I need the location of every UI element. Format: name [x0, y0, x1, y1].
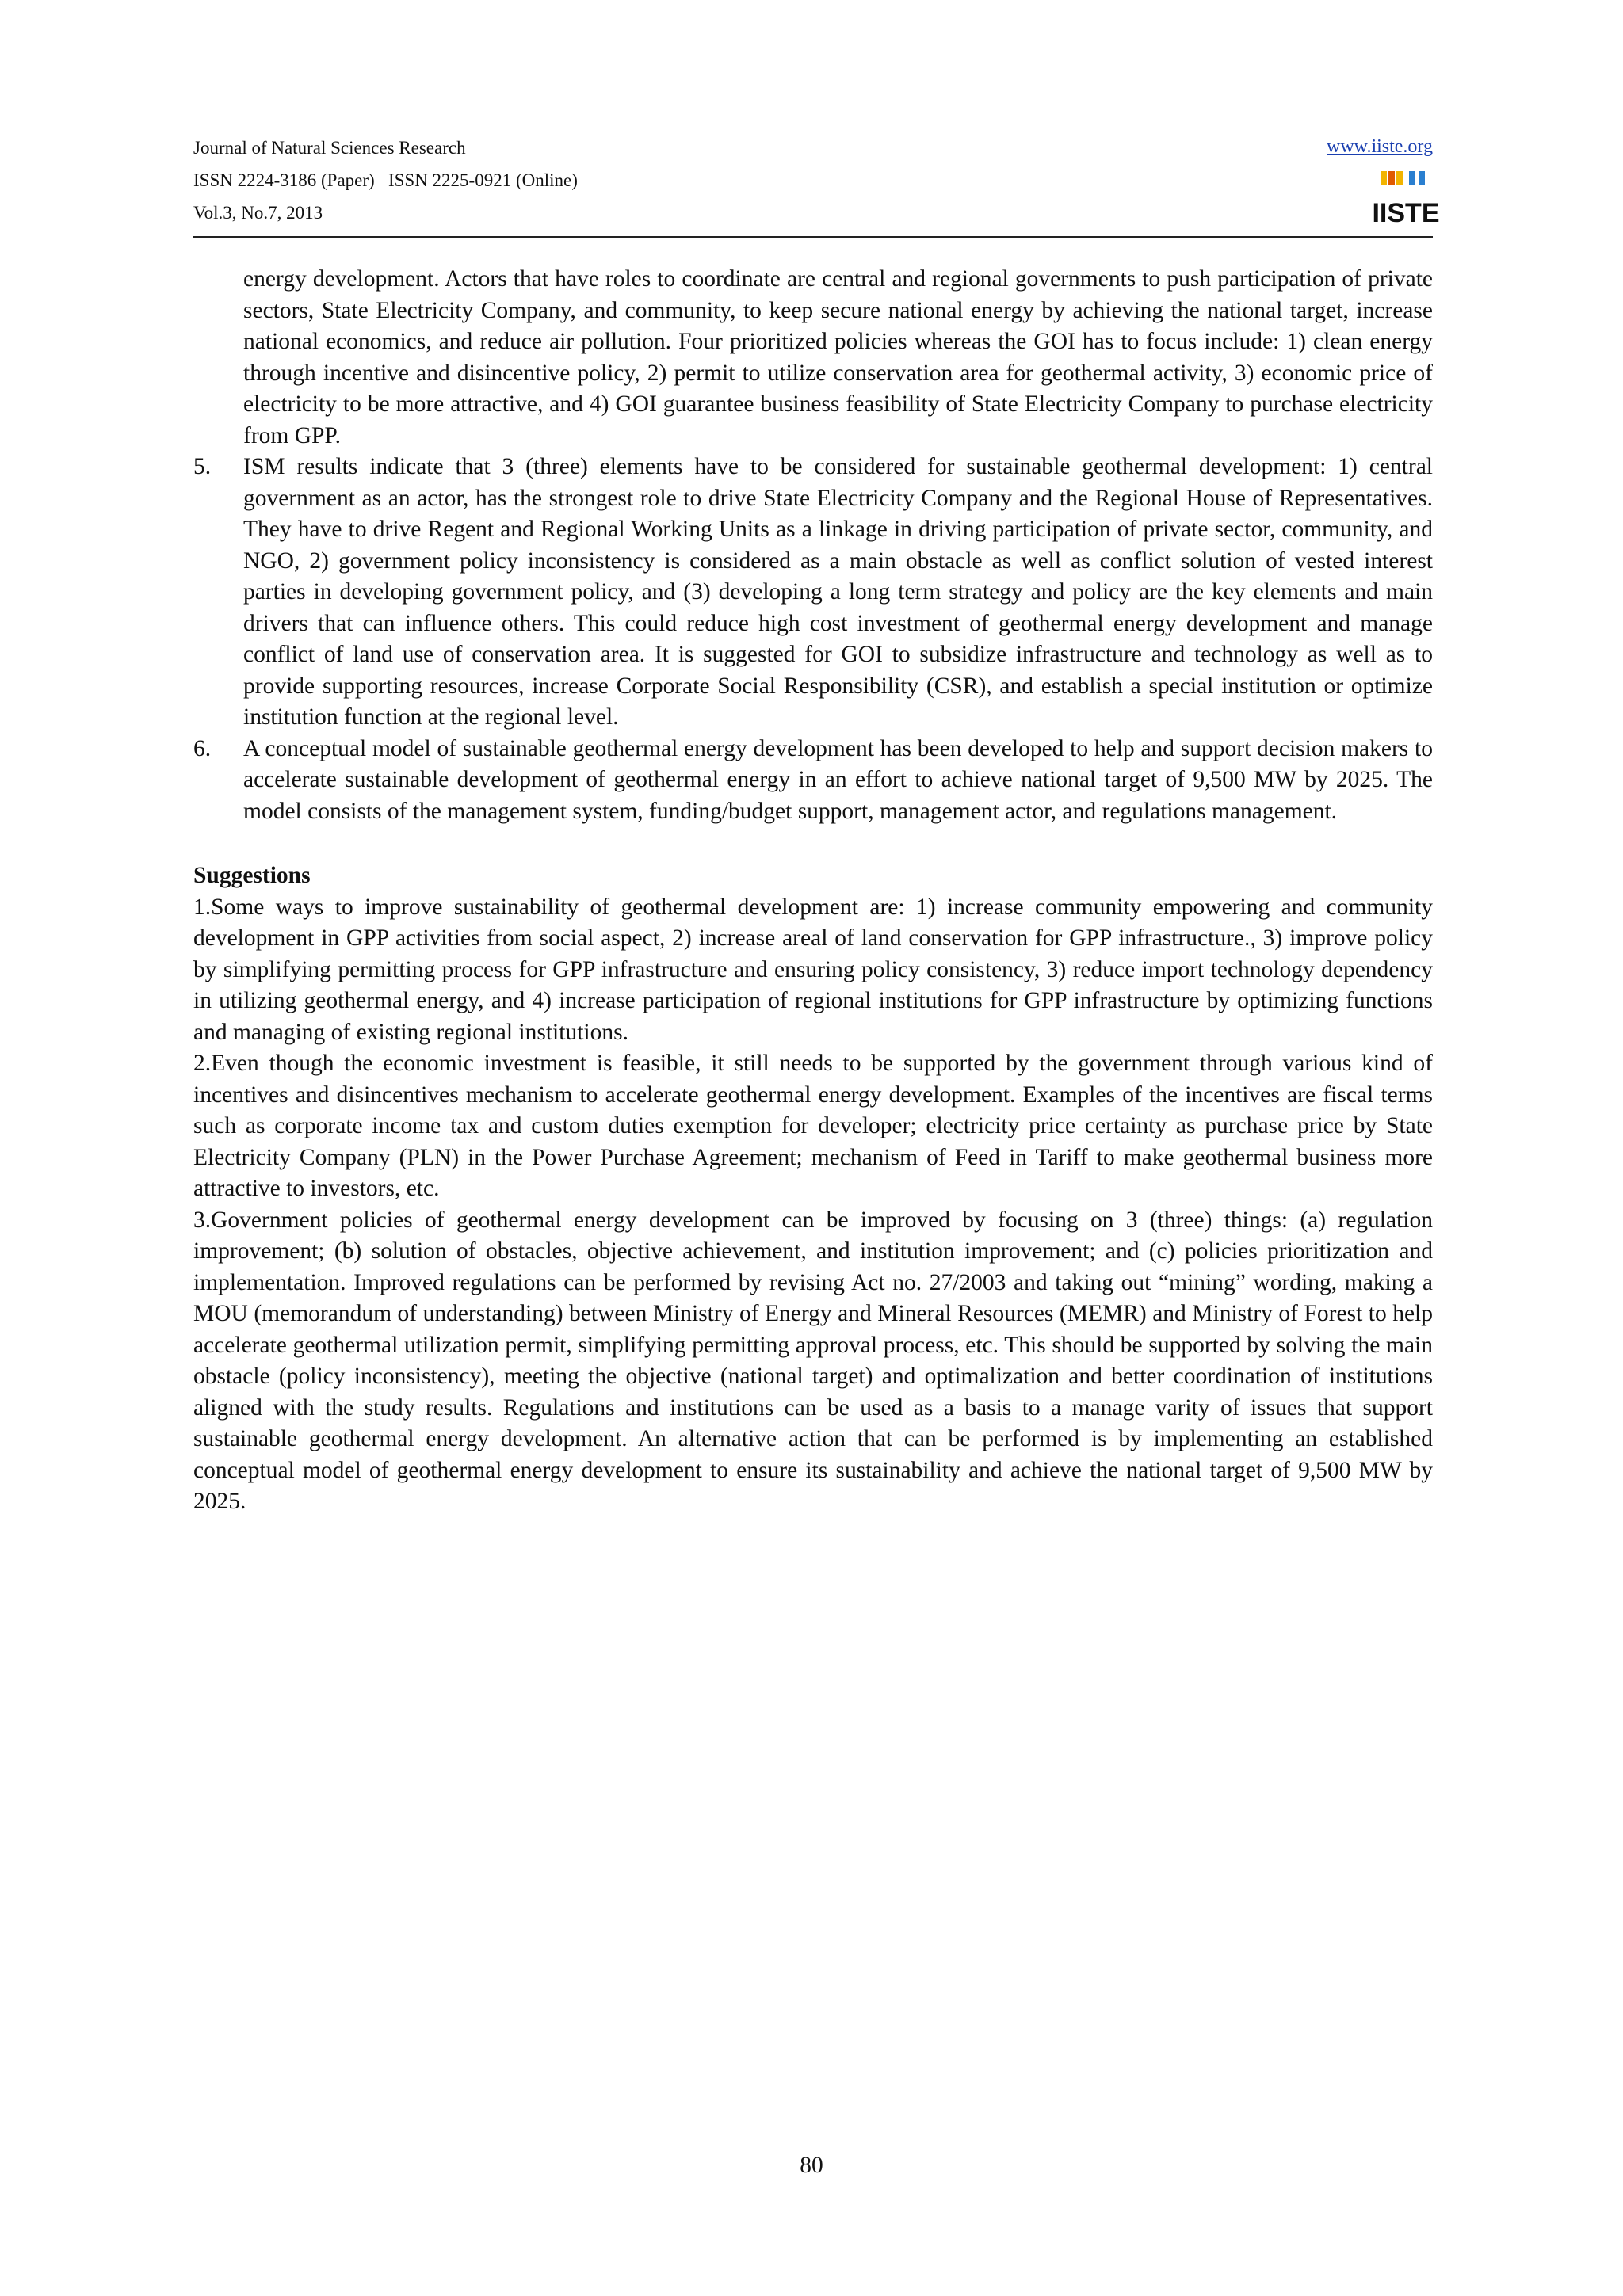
list-item — [193, 734, 1433, 828]
list-item-number: 5. — [193, 454, 212, 479]
page-number: 80 — [800, 2153, 823, 2178]
list-item — [193, 452, 1433, 734]
section-spacer — [193, 827, 1433, 860]
journal-url-link[interactable]: www.iiste.org — [1327, 136, 1433, 157]
list-item-text: ISM results indicate that 3 (three) elements have to be considered for sustainable geothermal development: 1) central government as an actor, has the strongest role to drive State Electricity Company and the Regional House of Representatives. They have to drive Regent and Regional Working Units as a linkage in driving participation of private sector, community, and NGO, 2) government policy inconsistency is considered as a main obstacle as well as conflict solution of vested interest parties in developing government policy, and (3) developing a long term strategy and policy are the key elements and main drivers that can influence others. This could reduce high cost investment of geothermal energy development and manage conflict of land use of conservation area. It is suggested for GOI to subsidize infrastructure and technology as well as to provide supporting resources, increase Corporate Social Responsibility (CSR), and establish a special institution or optimize institution function at the regional level. — [243, 454, 1433, 730]
volume-line: Vol.3, No.7, 2013 — [193, 203, 323, 223]
header-rule — [193, 236, 1433, 238]
list-item-text: A conceptual model of sustainable geothermal energy development has been developed to help and support decision makers to accelerate sustainable development of geothermal energy in an effort to achieve national target of 9,500 MW by 2025. The model consists of the management system, funding/budget support, management actor, and regulations management. — [243, 735, 1433, 824]
journal-title: Journal of Natural Sciences Research — [193, 138, 466, 158]
page-header — [193, 133, 1440, 238]
suggestion-paragraph: 2.Even though the economic investment is feasible, it still needs to be supported by the government through various kind of incentives and disincentives mechanism to accelerate geothermal energy development. Examples of the incentives are fiscal terms such as corporate income tax and custom duties exemption for developer; electricity price certainty as purchase price by State Electricity Company (PLN) in the Power Purchase Agreement; mechanism of Feed in Tariff to make geothermal business more attractive to investors, etc. — [193, 1051, 1433, 1201]
iiste-logo — [1372, 170, 1440, 228]
list-item-number: 6. — [193, 735, 212, 761]
issn-line: ISSN 2224-3186 (Paper) ISSN 2225-0921 (Online) — [193, 170, 578, 190]
suggestion-paragraph: 1.Some ways to improve sustainability of geothermal development are: 1) increase community empowering and community development in GPP activities from social aspect, 2) increase areal of land conservation for GPP infrastructure., 3) improve policy by simplifying permitting process for GPP infrastructure and ensuring policy consistency, 3) reduce import technology dependency in utilizing geothermal energy, and 4) increase participation of regional institutions for GPP infrastructure by optimizing functions and managing of existing regional institutions. — [193, 894, 1433, 1045]
article-body — [193, 264, 1433, 1518]
continuation-text: energy development. Actors that have roles to coordinate are central and regional governments to push participation of private sectors, State Electricity Company, and community, to keep secure national energy by achieving the national target, increase national economics, and reduce air pollution. Four prioritized policies whereas the GOI has to focus include: 1) clean energy through incentive and disincentive policy, 2) permit to utilize conservation area for geothermal activity, 3) economic price of electricity to be more attractive, and 4) GOI guarantee business feasibility of State Electricity Company to purchase electricity from GPP. — [243, 266, 1433, 448]
suggestions-heading: Suggestions — [193, 863, 311, 888]
continuation-paragraph — [193, 264, 1433, 452]
logo-text: IISTE — [1372, 198, 1440, 228]
suggestion-paragraph: 3.Government policies of geothermal energy development can be improved by focusing on 3 (three) things: (a) regulation improvement; (b) solution of obstacles, objective achievement, and institution improvement; and (c) policies prioritization and implementation. Improved regulations can be performed by revising Act no. 27/2003 and taking out “mining” wording, making a MOU (memorandum of understanding) between Ministry of Energy and Mineral Resources (MEMR) and Ministry of Forest to help accelerate geothermal utilization permit, simplifying permitting approval process, etc. This should be supported by solving the main obstacle (policy inconsistency), meeting the objective (national target) and optimalization and better coordination of institutions aligned with the study results. Regulations and institutions can be used as a basis to a manage varity of issues that support sustainable geothermal energy development. An alternative action that can be performed is by implementing an established conceptual model of geothermal energy development to ensure its sustainability and achieve the national target of 9,500 MW by 2025. — [193, 1207, 1433, 1514]
